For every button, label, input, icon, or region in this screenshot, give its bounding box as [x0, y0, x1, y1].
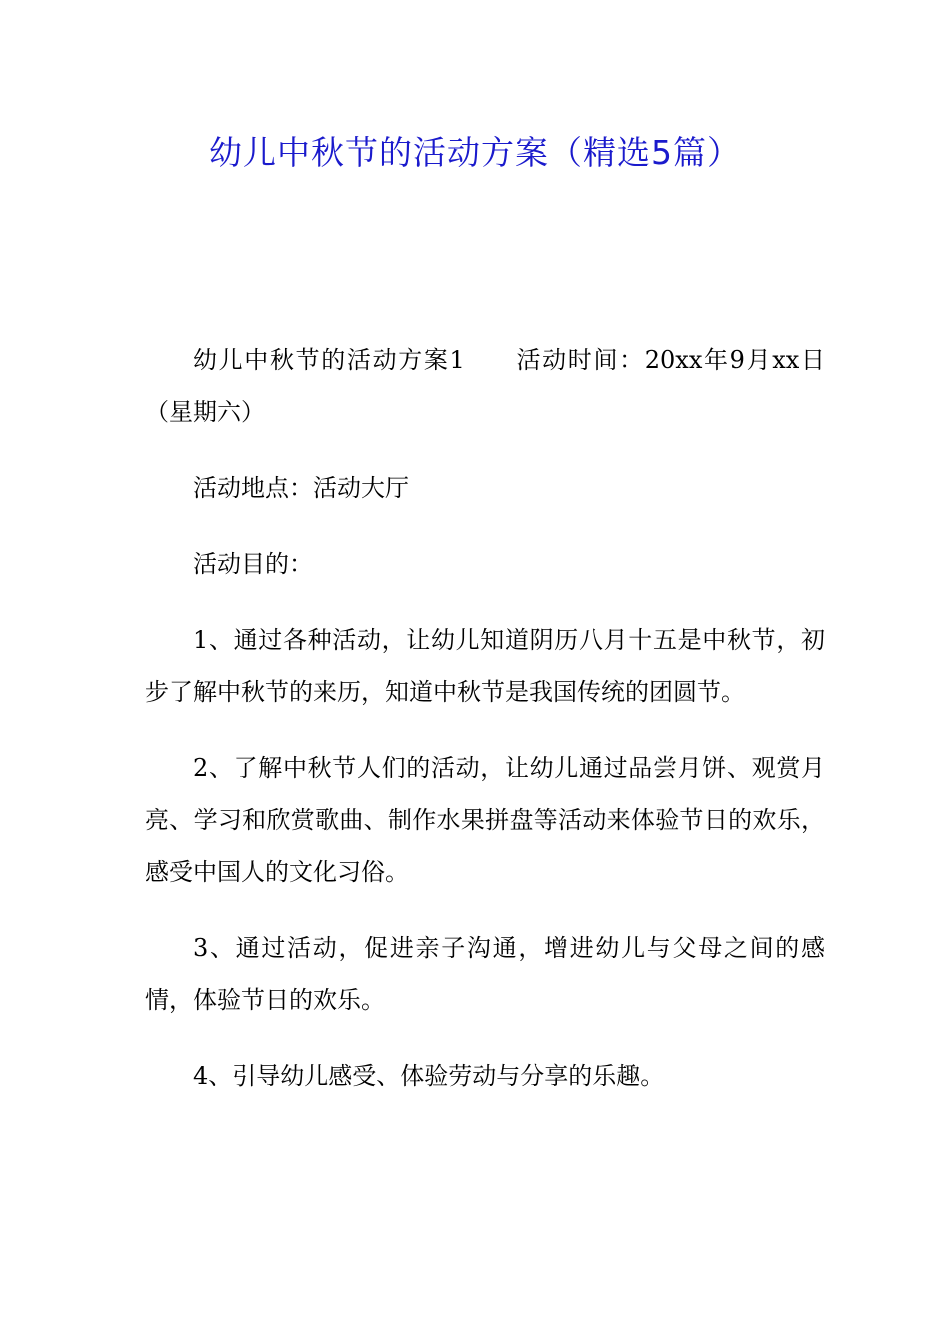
paragraph-purpose-4: 4、引导幼儿感受、体验劳动与分享的乐趣。 — [193, 1062, 665, 1090]
document-title: 幼儿中秋节的活动方案（精选5篇） — [209, 133, 741, 172]
paragraph-purpose-1: 1、通过各种活动，让幼儿知道阴历八月十五是中秋节，初步了解中秋节的来历，知道中秋节是我国传统的团圆节。 — [145, 626, 825, 706]
activity-time: 活动时间：20xx年9月xx日（星期六） — [145, 346, 825, 426]
document-body — [145, 334, 825, 1126]
paragraph-purpose-label: 活动目的： — [193, 550, 313, 578]
paragraph-purpose-3: 3、通过活动，促进亲子沟通，增进幼儿与父母之间的感情，体验节日的欢乐。 — [145, 934, 825, 1014]
paragraph-purpose-2: 2、了解中秋节人们的活动，让幼儿通过品尝月饼、观赏月亮、学习和欣赏歌曲、制作水果拼盘等活动来体验节日的欢乐，感受中国人的文化习俗。 — [145, 754, 825, 886]
paragraph-heading-time — [145, 334, 825, 438]
section-heading: 幼儿中秋节的活动方案1 — [193, 346, 465, 374]
paragraph-location: 活动地点：活动大厅 — [193, 474, 409, 502]
